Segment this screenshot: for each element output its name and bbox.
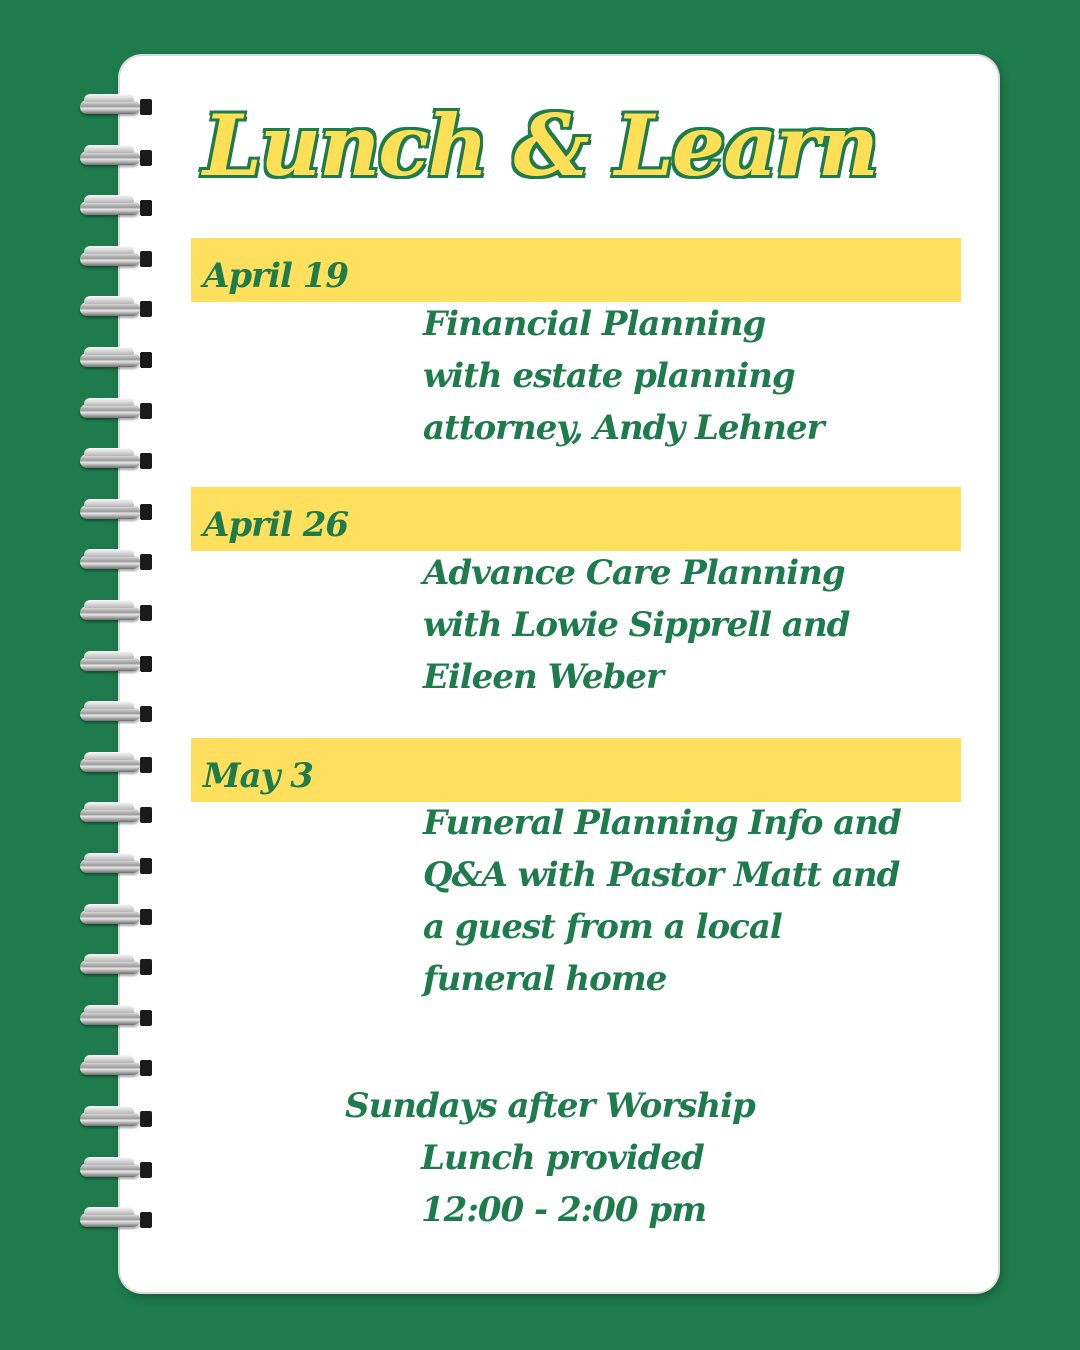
spiral-binding-ring-icon: [78, 446, 158, 476]
spiral-binding-ring-icon: [78, 750, 158, 780]
event-date: May 3: [203, 756, 313, 796]
event-date: April 26: [203, 505, 349, 545]
spiral-binding-ring-icon: [78, 1205, 158, 1235]
spiral-binding-ring-icon: [78, 1104, 158, 1134]
spiral-binding-ring-icon: [78, 345, 158, 375]
spiral-binding-ring-icon: [78, 851, 158, 881]
lunch-text: Lunch provided: [421, 1138, 704, 1178]
spiral-binding-ring-icon: [78, 699, 158, 729]
spiral-binding-ring-icon: [78, 244, 158, 274]
spiral-binding-ring-icon: [78, 649, 158, 679]
time-text: 12:00 - 2:00 pm: [421, 1190, 707, 1230]
date-bar-1: [191, 238, 961, 302]
spiral-binding-ring-icon: [78, 800, 158, 830]
spiral-binding-ring-icon: [78, 1003, 158, 1033]
spiral-binding: [78, 92, 162, 1262]
spiral-binding-ring-icon: [78, 497, 158, 527]
spiral-binding-ring-icon: [78, 902, 158, 932]
spiral-binding-ring-icon: [78, 294, 158, 324]
schedule-text: Sundays after Worship: [345, 1086, 755, 1126]
date-bar-3: [191, 738, 961, 802]
spiral-binding-ring-icon: [78, 598, 158, 628]
spiral-binding-ring-icon: [78, 952, 158, 982]
spiral-binding-ring-icon: [78, 547, 158, 577]
spiral-binding-ring-icon: [78, 1155, 158, 1185]
event-description: Funeral Planning Info and Q&A with Pastor Matt and a guest from a local funeral home: [423, 803, 901, 999]
event-description: Financial Planning with estate planning attorney, Andy Lehner: [423, 304, 824, 448]
spiral-binding-ring-icon: [78, 193, 158, 223]
event-description: Advance Care Planning with Lowie Sipprell and Eileen Weber: [423, 553, 850, 697]
event-date: April 19: [203, 256, 349, 296]
spiral-binding-ring-icon: [78, 1053, 158, 1083]
spiral-binding-ring-icon: [78, 396, 158, 426]
page-title: Lunch & Learn: [202, 96, 877, 195]
date-bar-2: [191, 487, 961, 551]
